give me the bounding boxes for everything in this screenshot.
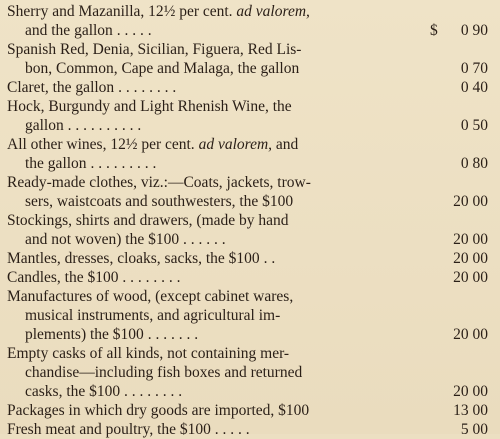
item-text: Sherry and Mazanilla, 12 [7,3,164,20]
tariff-item-line [7,2,372,21]
tariff-item-text [7,420,372,439]
tariff-item-line [7,78,372,97]
item-text: . . . . . . . . . [86,155,157,172]
item-text: . . . . . . . . . . [63,117,142,134]
item-text: chandise—including fish boxes and returned [25,364,303,381]
item-text: and [272,136,299,153]
tariff-item-text [7,78,372,97]
item-text: Fresh meat and poultry, the $100 [7,421,211,438]
duty-value: 5 00 [460,421,488,438]
item-text: Ready-made clothes, viz.:—Coats, jackets, trow- [7,174,311,191]
item-text: Empty casks of all kinds, not containing mer- [7,345,290,362]
tariff-item-line [7,363,372,382]
tariff-item-text [7,135,372,173]
tariff-item-line [7,287,372,306]
duty-value: 20 00 [453,231,488,248]
item-text: . . . . . [112,22,152,39]
tariff-item-line [7,211,372,230]
item-text: Candles, the $100 [7,269,119,286]
item-text: ad valorem, [198,136,273,153]
tariff-item-text [7,97,372,135]
item-text: . . . . . . . . [118,269,181,286]
item-text: . . [259,250,276,267]
tariff-item-line [7,97,372,116]
tariff-item-text [7,173,372,211]
tariff-item-line [7,382,372,401]
item-text: . . . . . . . [143,326,199,343]
item-text: . . . . . . . . [114,79,177,96]
item-text: gallon [25,117,64,134]
tariff-item-line [7,344,372,363]
duty-value: 20 00 [453,269,488,286]
tariff-item-line [7,268,372,287]
item-text: Claret, the gallon [7,79,115,96]
item-text: plements) the $100 [25,326,144,343]
tariff-item-line [7,40,372,59]
currency-symbol: $ [430,22,438,39]
tariff-item-text [7,268,372,287]
item-text: and not woven) the $100 [25,231,180,248]
tariff-item-text [7,287,372,344]
item-text: casks, the $100 [25,383,121,400]
item-text: Hock, Burgundy and Light Rhenish Wine, the [7,98,292,115]
tariff-item-line [7,173,372,192]
tariff-item-line [7,249,372,268]
tariff-item-text [7,40,372,78]
duty-value: 20 00 [453,326,488,343]
fraction-text: ½ [163,3,176,20]
tariff-item-line [7,154,372,173]
item-text: bon, Common, Cape and Malaga, the gallon [25,60,300,77]
tariff-item-line [7,420,372,439]
item-text: sers, waistcoats and southwesters, the $100 [25,193,294,210]
item-text: Packages in which dry goods are imported, $100 [7,402,310,419]
tariff-item-text [7,401,372,420]
item-text: . . . . . . [179,231,226,248]
tariff-item-line [7,192,372,211]
duty-value: 0 90 [460,22,488,39]
item-text: Mantles, dresses, cloaks, sacks, the $100 [7,250,260,267]
duty-value: 0 70 [460,60,488,77]
item-text: . . . . . [210,421,250,438]
duty-value: 0 80 [460,155,488,172]
tariff-item-line [7,325,372,344]
item-text: per cent. [137,136,199,153]
tariff-item-text [7,2,372,40]
item-text: and the gallon [25,22,113,39]
item-text: . . . . . . . . [120,383,183,400]
duty-value: 20 00 [453,193,488,210]
item-text: musical instruments, and agricultural im- [25,307,281,324]
fraction-text: ½ [125,136,138,153]
item-text: ad valorem, [236,3,310,20]
duty-value: 20 00 [453,383,488,400]
duty-value: 13 00 [453,402,488,419]
item-text: the gallon [25,155,87,172]
duty-value: 20 00 [453,250,488,267]
tariff-item-line [7,230,372,249]
tariff-item-line [7,401,372,420]
tariff-item-text [7,249,372,268]
item-text: All other wines, 12 [7,136,126,153]
tariff-item-line [7,135,372,154]
duty-value: 0 40 [460,79,488,96]
tariff-item-line [7,21,372,40]
item-text: Spanish Red, Denia, Sicilian, Figuera, Red Lis- [7,41,302,58]
item-text: Manufactures of wood, (except cabinet wares, [7,288,294,305]
tariff-item-line [7,306,372,325]
duty-value: 0 50 [460,117,488,134]
tariff-item-text [7,344,372,401]
tariff-item-line [7,59,372,78]
item-text: Stockings, shirts and drawers, (made by hand [7,212,289,229]
tariff-item-line [7,116,372,135]
tariff-item-text [7,211,372,249]
item-text: per cent. [175,3,237,20]
